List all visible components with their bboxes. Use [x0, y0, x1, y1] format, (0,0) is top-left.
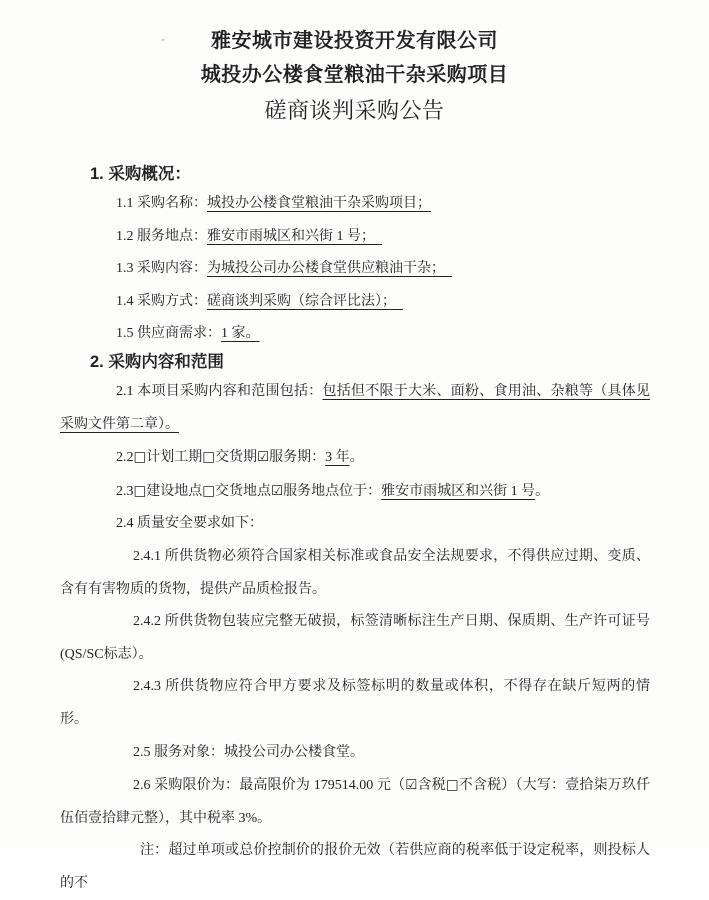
item-2-6 — [60, 769, 650, 835]
item-2-3-option-service-site: 服务地点位于： — [283, 483, 382, 499]
item-2-2-number: 2.2 — [116, 450, 134, 466]
project-name: 城投办公楼食堂粮油干杂采购项目 — [200, 64, 509, 86]
checkbox-checked-icon: ☑ — [405, 777, 418, 794]
item-1-2-value: 雅安市雨城区和兴街 1 号； — [207, 228, 382, 244]
item-2-3-option-build-site: 建设地点 — [146, 483, 203, 499]
checkbox-unchecked-icon: □ — [202, 449, 216, 466]
item-1-5-label: 1.5 供应商需求： — [116, 326, 221, 342]
item-2-3-tail: 。 — [535, 483, 550, 499]
item-1-4-label: 1.4 采购方式： — [116, 293, 207, 309]
section-1-heading: 1. 采购概况： — [90, 165, 191, 183]
item-1-1-value: 城投办公楼食堂粮油干杂采购项目； — [207, 196, 431, 211]
note-paragraph: 注：超过单项或总价控制价的报价无效（若供应商的税率低于设定税率，则投标人的不 — [60, 843, 650, 891]
item-2-3 — [60, 475, 650, 509]
checkbox-unchecked-icon: □ — [202, 482, 216, 499]
item-2-2 — [60, 441, 650, 475]
item-2-5: 2.5 服务对象：城投公司办公楼食堂。 — [133, 744, 364, 760]
document-body — [0, 160, 709, 900]
item-1-3-value: 为城投公司办公楼食堂供应粮油干杂； — [207, 261, 452, 277]
checkbox-unchecked-icon: □ — [445, 777, 459, 794]
item-1-5-value: 1 家。 — [221, 326, 260, 342]
item-2-6-prefix: 2.6 采购限价为：最高限价为 179514.00 元（ — [133, 778, 406, 794]
item-2-4: 2.4 质量安全要求如下： — [116, 516, 263, 532]
announcement-type: 磋商谈判采购公告 — [264, 98, 445, 123]
item-2-2-option-service-period: 服务期： — [269, 450, 326, 466]
item-2-1-label: 2.1 本项目采购内容和范围包括： — [116, 383, 323, 399]
item-2-2-value: 3 年 — [325, 450, 350, 466]
checkbox-checked-icon: ☑ — [257, 449, 270, 466]
item-2-2-option-delivery-period: 交货期 — [215, 450, 258, 466]
item-2-4-3: 2.4.3 所供货物应符合甲方要求及标签标明的数量或体积，不得存在缺斤短两的情形。 — [60, 679, 650, 727]
checkbox-unchecked-icon: □ — [133, 449, 147, 466]
item-1-2-label: 1.2 服务地点： — [116, 228, 207, 244]
item-2-2-tail: 。 — [349, 450, 364, 466]
item-2-4-2: 2.4.2 所供货物包装应完整无破损，标签清晰标注生产日期、保质期、生产许可证号(QS/SC标志）。 — [60, 614, 650, 662]
item-1-4 — [60, 286, 650, 319]
section-2-heading: 2. 采购内容和范围 — [90, 352, 224, 371]
item-2-6-rest: 不含税）（大写：壹拾柒万玖仟伍佰壹拾肆元整），其中税率 3%。 — [60, 778, 651, 826]
checkbox-checked-icon: ☑ — [271, 482, 284, 499]
item-1-3-label: 1.3 采购内容： — [116, 261, 207, 277]
checkbox-unchecked-icon: □ — [133, 482, 147, 499]
item-2-6-option-tax-included: 含税 — [417, 778, 446, 794]
document-title-block — [0, 0, 709, 130]
item-1-4-value: 磋商谈判采购（综合评比法）； — [207, 293, 403, 309]
company-name: 雅安城市建设投资开发有限公司 — [211, 30, 498, 52]
item-1-2 — [60, 221, 650, 254]
item-2-1 — [60, 376, 650, 441]
item-2-3-number: 2.3 — [116, 483, 134, 499]
item-2-3-option-delivery-site: 交货地点 — [215, 483, 272, 499]
item-2-2-option-plan-period: 计划工期 — [146, 450, 203, 466]
item-1-1-label: 1.1 采购名称： — [116, 196, 207, 211]
item-1-3 — [60, 253, 650, 286]
item-2-1-value: 包括但不限于大米、面粉、食用油、杂粮等（具体见采购文件第二章）。 — [60, 383, 650, 432]
item-1-1 — [60, 188, 650, 221]
item-2-3-value: 雅安市雨城区和兴街 1 号 — [381, 483, 536, 499]
item-2-4-1: 2.4.1 所供货物必须符合国家相关标准或食品安全法规要求，不得供应过期、变质、含有有害物质的货物，提供产品质检报告。 — [60, 548, 650, 597]
item-1-5 — [60, 318, 650, 351]
